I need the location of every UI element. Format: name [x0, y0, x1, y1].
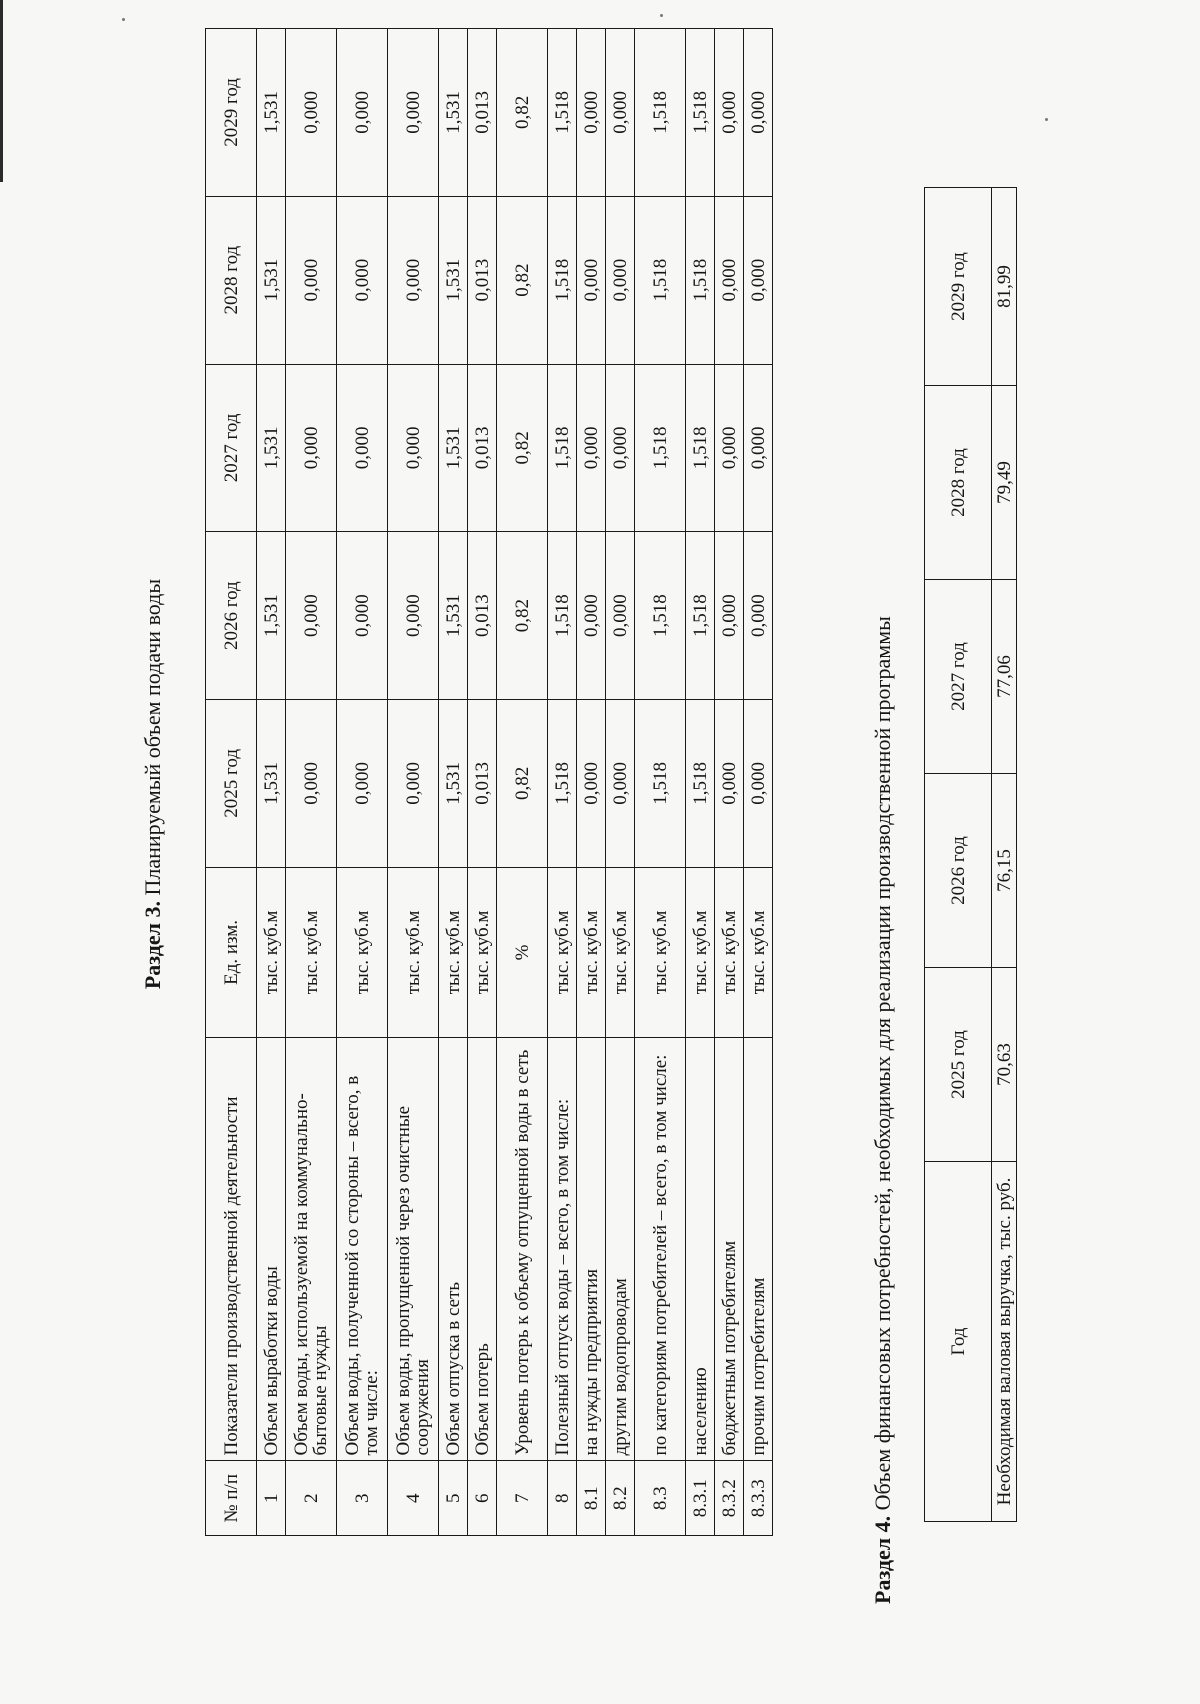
table-header-row — [925, 188, 992, 1522]
col-header-year: 2028 год — [206, 196, 257, 364]
section3-heading-text: Планируемый объем подачи воды — [140, 578, 165, 902]
section4-heading-number: Раздел 4. — [870, 1515, 895, 1604]
row-unit: тыс. куб.м — [744, 867, 773, 1037]
row-value: 1,518 — [548, 196, 577, 364]
row-value: 1,518 — [686, 29, 715, 197]
col-header-num: № п/п — [206, 1461, 257, 1536]
row-value: 1,518 — [548, 364, 577, 532]
row-value: 0,82 — [497, 532, 548, 700]
row-number: 6 — [468, 1461, 497, 1536]
row-value: 0,000 — [286, 364, 337, 532]
section3-heading — [140, 34, 166, 1534]
row-value: 0,000 — [337, 196, 388, 364]
row-value: 0,013 — [468, 196, 497, 364]
row-value: 0,000 — [744, 532, 773, 700]
row-value: 0,000 — [577, 699, 606, 867]
row-value: 1,531 — [257, 364, 286, 532]
row-value: 1,518 — [635, 532, 686, 700]
row-value: 0,000 — [606, 532, 635, 700]
row-value: 0,000 — [388, 196, 439, 364]
row-value: 0,013 — [468, 699, 497, 867]
row-value: 0,000 — [286, 532, 337, 700]
table-row — [439, 29, 468, 1536]
row-value: 0,013 — [468, 29, 497, 197]
row-indicator: по категориям потребителей – всего, в том числе: — [635, 1038, 686, 1461]
row-unit: тыс. куб.м — [257, 867, 286, 1037]
row-number: 8.3 — [635, 1461, 686, 1536]
row-value: 0,000 — [606, 699, 635, 867]
row-value: 1,518 — [635, 29, 686, 197]
col-header-year: 2026 год — [206, 532, 257, 700]
row-unit: тыс. куб.м — [337, 867, 388, 1037]
col-header-year: 2027 год — [925, 580, 992, 774]
row-value: 0,000 — [715, 196, 744, 364]
row-indicator: Объем воды, используемой на коммунально-бытовые нужды — [286, 1038, 337, 1461]
revenue-value: 76,15 — [992, 774, 1017, 968]
row-indicator: Объем отпуска в сеть — [439, 1038, 468, 1461]
row-value: 0,000 — [286, 196, 337, 364]
row-value: 0,000 — [388, 532, 439, 700]
revenue-label: Необходимая валовая выручка, тыс. руб. — [992, 1162, 1017, 1522]
row-indicator: Объем воды, пропущенной через очистные сооружения — [388, 1038, 439, 1461]
water-supply-table — [205, 28, 773, 1536]
col-header-year-label: Год — [925, 1162, 992, 1522]
row-value: 0,000 — [715, 364, 744, 532]
row-value: 0,000 — [388, 364, 439, 532]
revenue-value: 79,49 — [992, 386, 1017, 580]
row-value: 1,531 — [257, 699, 286, 867]
row-value: 0,82 — [497, 364, 548, 532]
row-value: 1,518 — [686, 699, 715, 867]
row-value: 0,000 — [606, 364, 635, 532]
row-value: 0,000 — [744, 699, 773, 867]
col-header-year: 2026 год — [925, 774, 992, 968]
row-value: 0,013 — [468, 364, 497, 532]
table-row — [286, 29, 337, 1536]
row-indicator: бюджетным потребителям — [715, 1038, 744, 1461]
table-row — [686, 29, 715, 1536]
row-value: 0,82 — [497, 196, 548, 364]
row-number: 8.3.3 — [744, 1461, 773, 1536]
table-row — [257, 29, 286, 1536]
row-value: 1,518 — [548, 699, 577, 867]
row-value: 0,000 — [577, 196, 606, 364]
row-unit: тыс. куб.м — [606, 867, 635, 1037]
row-unit: тыс. куб.м — [286, 867, 337, 1037]
revenue-value: 77,06 — [992, 580, 1017, 774]
row-unit: тыс. куб.м — [439, 867, 468, 1037]
row-value: 0,82 — [497, 699, 548, 867]
row-value: 1,531 — [439, 29, 468, 197]
col-header-year: 2029 год — [925, 188, 992, 386]
table-header-row — [206, 29, 257, 1536]
row-value: 0,000 — [715, 532, 744, 700]
table-row — [497, 29, 548, 1536]
row-unit: тыс. куб.м — [468, 867, 497, 1037]
row-value: 0,000 — [715, 699, 744, 867]
row-number: 8 — [548, 1461, 577, 1536]
row-value: 1,518 — [686, 364, 715, 532]
col-header-year: 2029 год — [206, 29, 257, 197]
row-value: 1,531 — [439, 364, 468, 532]
section4-heading — [870, 44, 896, 1604]
row-value: 1,518 — [635, 699, 686, 867]
row-value: 1,518 — [686, 196, 715, 364]
col-header-unit: Ед. изм. — [206, 867, 257, 1037]
row-indicator: Уровень потерь к объему отпущенной воды в сеть — [497, 1038, 548, 1461]
row-value: 1,531 — [439, 699, 468, 867]
row-unit: тыс. куб.м — [686, 867, 715, 1037]
table-row — [715, 29, 744, 1536]
financial-needs-table — [924, 187, 1017, 1522]
table-row — [548, 29, 577, 1536]
table-row — [992, 188, 1017, 1522]
table-row — [635, 29, 686, 1536]
col-header-year: 2025 год — [925, 968, 992, 1162]
row-value: 0,000 — [337, 364, 388, 532]
row-unit: тыс. куб.м — [715, 867, 744, 1037]
table-row — [744, 29, 773, 1536]
table-row — [577, 29, 606, 1536]
row-unit: % — [497, 867, 548, 1037]
row-value: 0,000 — [744, 29, 773, 197]
row-number: 8.2 — [606, 1461, 635, 1536]
row-number: 3 — [337, 1461, 388, 1536]
row-indicator: Объем выработки воды — [257, 1038, 286, 1461]
row-value: 0,000 — [577, 364, 606, 532]
row-unit: тыс. куб.м — [635, 867, 686, 1037]
row-value: 0,000 — [715, 29, 744, 197]
row-value: 0,000 — [744, 196, 773, 364]
row-indicator: Объем потерь — [468, 1038, 497, 1461]
row-indicator: другим водопроводам — [606, 1038, 635, 1461]
table-row — [606, 29, 635, 1536]
row-value: 0,000 — [577, 29, 606, 197]
table-row — [337, 29, 388, 1536]
row-value: 1,518 — [548, 532, 577, 700]
revenue-value: 70,63 — [992, 968, 1017, 1162]
row-value: 0,000 — [606, 29, 635, 197]
table-row — [468, 29, 497, 1536]
col-header-year: 2025 год — [206, 699, 257, 867]
section3-heading-number: Раздел 3. — [140, 901, 165, 990]
row-value: 1,518 — [635, 196, 686, 364]
row-indicator: на нужды предприятия — [577, 1038, 606, 1461]
row-value: 0,000 — [286, 29, 337, 197]
row-value: 1,531 — [257, 532, 286, 700]
row-value: 1,531 — [257, 196, 286, 364]
row-value: 1,518 — [548, 29, 577, 197]
row-value: 0,000 — [606, 196, 635, 364]
row-value: 0,000 — [388, 29, 439, 197]
row-number: 8.1 — [577, 1461, 606, 1536]
row-value: 0,000 — [337, 532, 388, 700]
row-value: 1,531 — [257, 29, 286, 197]
row-number: 8.3.2 — [715, 1461, 744, 1536]
col-header-year: 2027 год — [206, 364, 257, 532]
row-indicator: Полезный отпуск воды – всего, в том числе: — [548, 1038, 577, 1461]
col-header-indicator: Показатели производственной деятельности — [206, 1038, 257, 1461]
row-unit: тыс. куб.м — [577, 867, 606, 1037]
row-number: 5 — [439, 1461, 468, 1536]
row-value: 0,000 — [337, 699, 388, 867]
row-number: 1 — [257, 1461, 286, 1536]
row-value: 0,82 — [497, 29, 548, 197]
row-indicator: Объем воды, полученной со стороны – всего, в том числе: — [337, 1038, 388, 1461]
row-number: 7 — [497, 1461, 548, 1536]
row-number: 4 — [388, 1461, 439, 1536]
row-number: 2 — [286, 1461, 337, 1536]
row-value: 0,000 — [577, 532, 606, 700]
row-value: 0,000 — [286, 699, 337, 867]
row-value: 0,000 — [388, 699, 439, 867]
row-indicator: прочим потребителям — [744, 1038, 773, 1461]
row-value: 0,013 — [468, 532, 497, 700]
row-number: 8.3.1 — [686, 1461, 715, 1536]
col-header-year: 2028 год — [925, 386, 992, 580]
row-indicator: населению — [686, 1038, 715, 1461]
section4-heading-text: Объем финансовых потребностей, необходимых для реализации производственной программы — [870, 616, 895, 1516]
row-value: 0,000 — [744, 364, 773, 532]
row-value: 0,000 — [337, 29, 388, 197]
row-value: 1,518 — [635, 364, 686, 532]
table-row — [388, 29, 439, 1536]
row-value: 1,531 — [439, 196, 468, 364]
row-unit: тыс. куб.м — [388, 867, 439, 1037]
row-value: 1,518 — [686, 532, 715, 700]
row-unit: тыс. куб.м — [548, 867, 577, 1037]
revenue-value: 81,99 — [992, 188, 1017, 386]
row-value: 1,531 — [439, 532, 468, 700]
